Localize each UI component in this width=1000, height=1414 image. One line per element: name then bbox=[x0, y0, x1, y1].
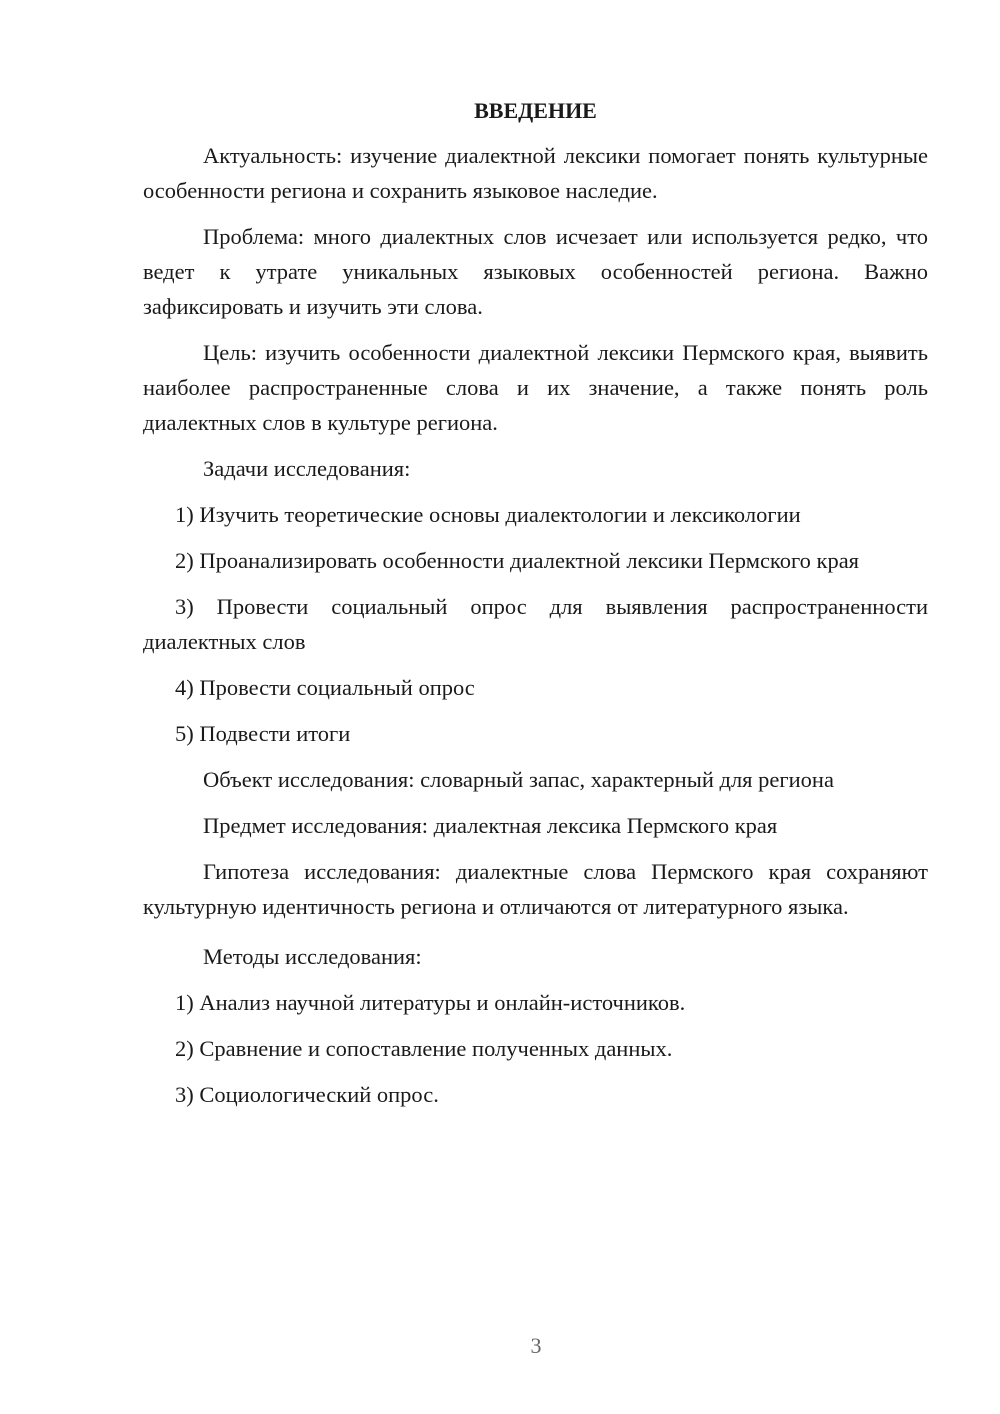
page-number: 3 bbox=[530, 1333, 542, 1358]
method-item: 2) Сравнение и сопоставление полученных данных. bbox=[175, 1036, 673, 1061]
paragraph-problem: Проблема: много диалектных слов исчезает или используется редко, что ведет к утрате уникальных языковых особенностей региона. Важно зафиксировать и изучить эти слова. bbox=[143, 224, 928, 319]
task-item: 4) Провести социальный опрос bbox=[175, 675, 475, 700]
page-title: ВВЕДЕНИЕ bbox=[474, 98, 597, 123]
method-item: 1) Анализ научной литературы и онлайн-источников. bbox=[175, 990, 686, 1015]
paragraph-subject: Предмет исследования: диалектная лексика Пермского края bbox=[203, 813, 778, 838]
paragraph-relevance: Актуальность: изучение диалектной лексики помогает понять культурные особенности региона и сохранить языковое наследие. bbox=[143, 143, 928, 203]
paragraph-hypothesis: Гипотеза исследования: диалектные слова Пермского края сохраняют культурную идентичность региона и отличаются от литературного языка. bbox=[143, 859, 928, 919]
task-item: 1) Изучить теоретические основы диалектологии и лексикологии bbox=[175, 502, 801, 527]
paragraph-object: Объект исследования: словарный запас, характерный для региона bbox=[203, 767, 834, 792]
method-item: 3) Социологический опрос. bbox=[175, 1082, 439, 1107]
task-item: 2) Проанализировать особенности диалектной лексики Пермского края bbox=[175, 548, 860, 573]
task-item: 5) Подвести итоги bbox=[175, 721, 351, 746]
tasks-heading: Задачи исследования: bbox=[203, 456, 411, 481]
methods-heading: Методы исследования: bbox=[203, 944, 422, 969]
paragraph-goal: Цель: изучить особенности диалектной лексики Пермского края, выявить наиболее распространенные слова и их значение, а также понять роль диалектных слов в культуре региона. bbox=[143, 340, 928, 435]
task-item: 3) Провести социальный опрос для выявления распространенности диалектных слов bbox=[143, 594, 928, 654]
document-page bbox=[143, 95, 928, 1123]
